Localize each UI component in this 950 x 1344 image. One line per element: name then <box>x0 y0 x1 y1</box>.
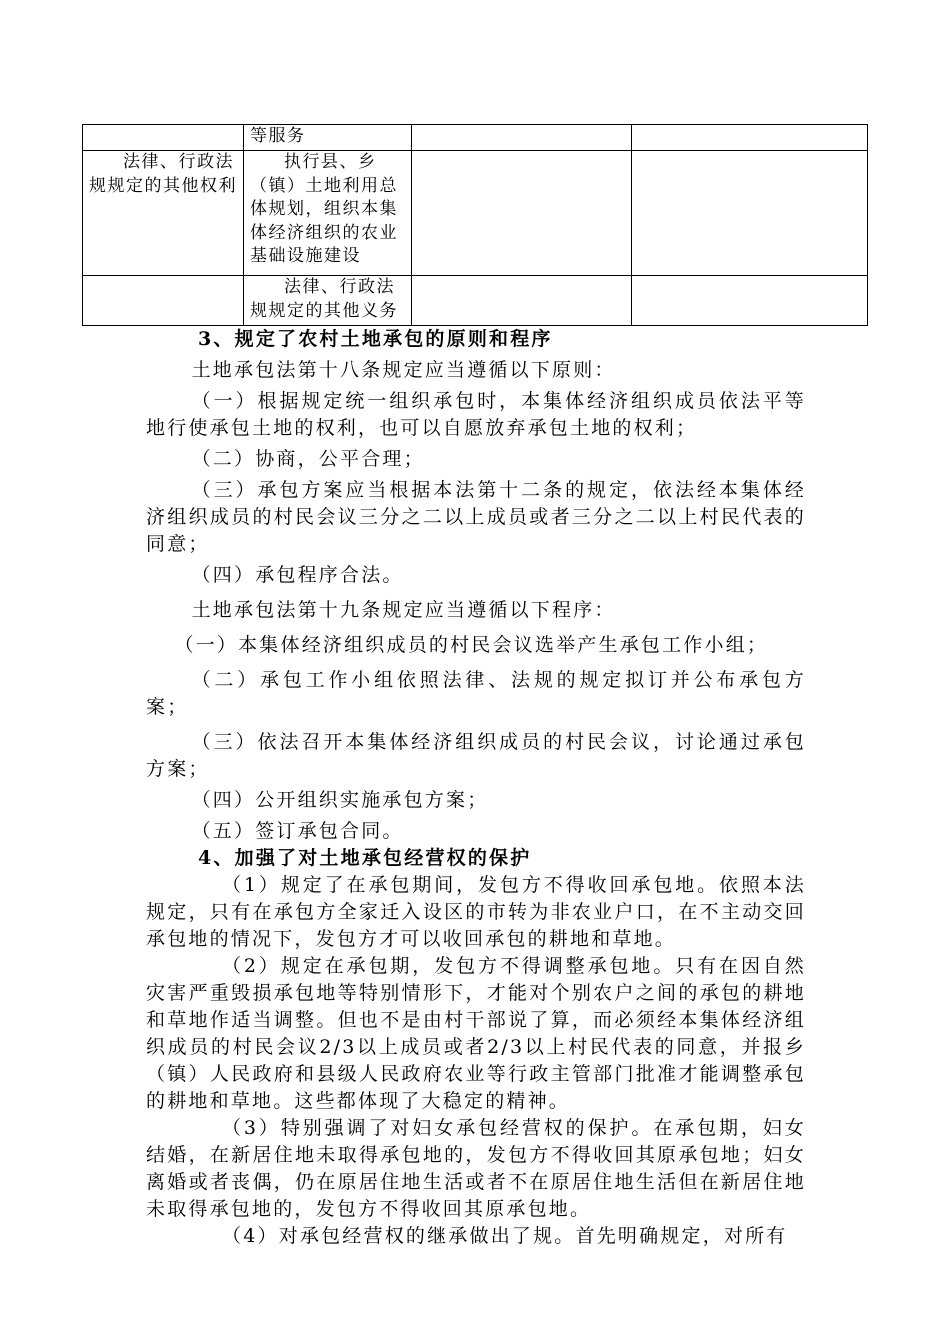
table-row <box>83 125 868 151</box>
principle-item: （一）根据规定统一组织承包时，本集体经济组织成员依法平等地行使承包土地的权利，也可以自愿放弃承包土地的权利； <box>146 390 806 439</box>
protection-item: （3）特别强调了对妇女承包经营权的保护。在承包期，妇女结婚，在新居住地未取得承包地的，发包方不得收回其原承包地；妇女离婚或者丧偶，仍在原居住地生活或者不在原居住地生活但在新居住地未取得承包地的，发包方不得收回其原承包地。 <box>146 1117 806 1220</box>
table-cell <box>412 125 632 151</box>
table-cell <box>412 151 632 276</box>
document-body <box>146 326 806 1250</box>
procedure-item: （五）签订承包合同。 <box>191 820 404 842</box>
table-cell: 等服务 <box>244 125 412 151</box>
table-cell <box>412 276 632 326</box>
table-row <box>83 276 868 326</box>
principle-item: （三）承包方案应当根据本法第十二条的规定，依法经本集体经济组织成员的村民会议三分之二以上成员或者三分之二以上村民代表的同意； <box>146 479 806 555</box>
procedure-item: （四）公开组织实施承包方案； <box>191 789 489 811</box>
protection-item: （1）规定了在承包期间，发包方不得收回承包地。依照本法规定，只有在承包方全家迁入设区的市转为非农业户口，在不主动交回承包地的情况下，发包方才可以收回承包的耕地和草地。 <box>146 874 806 950</box>
table-cell <box>83 276 244 326</box>
protection-item: （4）对承包经营权的继承做出了规。首先明确规定，对所有 <box>222 1225 788 1247</box>
table-cell <box>632 125 868 151</box>
rights-obligations-table <box>82 124 868 326</box>
protection-item: （2）规定在承包期，发包方不得调整承包地。只有在因自然灾害严重毁损承包地等特别情形下，才能对个别农户之间的承包的耕地和草地作适当调整。但也不是由村干部说了算，而必须经本集体经济组织成员的村民会议2/3以上成员或者2/3以上村民代表的同意，并报乡（镇）人民政府和县级人民政府农业等行政主管部门批准才能调整承包的耕地和草地。这些都体现了大稳定的精神。 <box>146 955 806 1112</box>
table-cell: 法律、行政法规规定的其他权利 <box>83 151 244 276</box>
section-3-heading: 3、规定了农村土地承包的原则和程序 <box>198 328 553 350</box>
section-4-heading: 4、加强了对土地承包经营权的保护 <box>198 847 532 869</box>
table-cell: 执行县、乡（镇）土地利用总体规划，组织本集体经济组织的农业基础设施建设 <box>244 151 412 276</box>
principle-item: （二）协商，公平合理； <box>191 448 425 470</box>
table-cell <box>632 151 868 276</box>
table-cell: 法律、行政法规规定的其他义务 <box>244 276 412 326</box>
procedure-item: （三）依法召开本集体经济组织成员的村民会议，讨论通过承包方案； <box>146 731 806 780</box>
table-cell <box>83 125 244 151</box>
procedure-item: （一）本集体经济组织成员的村民会议选举产生承包工作小组； <box>174 634 769 656</box>
principle-item: （四）承包程序合法。 <box>191 564 404 586</box>
table-row <box>83 151 868 276</box>
table-cell <box>632 276 868 326</box>
procedures-intro: 土地承包法第十九条规定应当遵循以下程序： <box>191 599 616 621</box>
principles-intro: 土地承包法第十八条规定应当遵循以下原则： <box>191 359 616 381</box>
procedure-item: （二）承包工作小组依照法律、法规的规定拟订并公布承包方案； <box>146 669 806 718</box>
